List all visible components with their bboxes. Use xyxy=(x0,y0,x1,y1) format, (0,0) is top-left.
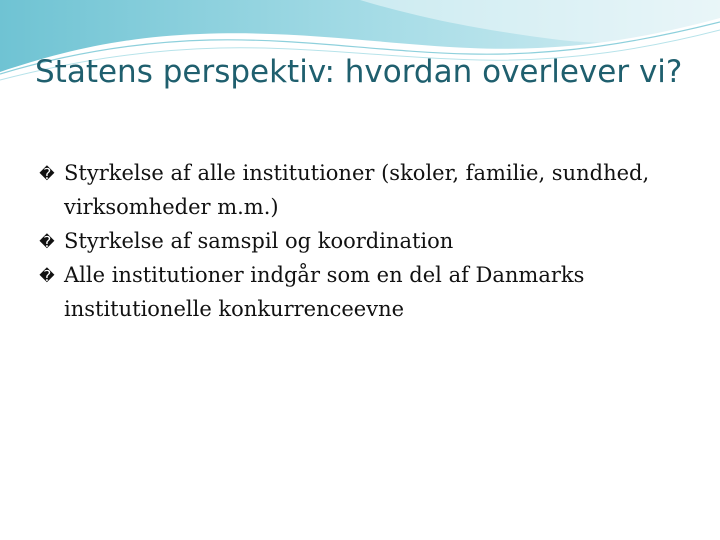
bullet-text: Alle institutioner indgår som en del af Danmarks institutionelle konkurrenceevne xyxy=(64,263,585,321)
bullet-list xyxy=(38,156,678,326)
missing-glyph-icon: � xyxy=(39,267,55,285)
bullet-item xyxy=(38,224,678,258)
bullet-text: Styrkelse af alle institutioner (skoler, familie, sundhed, virksomheder m.m.) xyxy=(64,161,650,219)
missing-glyph-icon: � xyxy=(39,233,55,251)
bullet-item xyxy=(38,156,678,224)
bullet-item xyxy=(38,258,678,326)
missing-glyph-icon: � xyxy=(39,165,55,183)
bullet-text: Styrkelse af samspil og koordination xyxy=(64,229,454,253)
slide-title: Statens perspektiv: hvordan overlever vi? xyxy=(35,54,683,90)
